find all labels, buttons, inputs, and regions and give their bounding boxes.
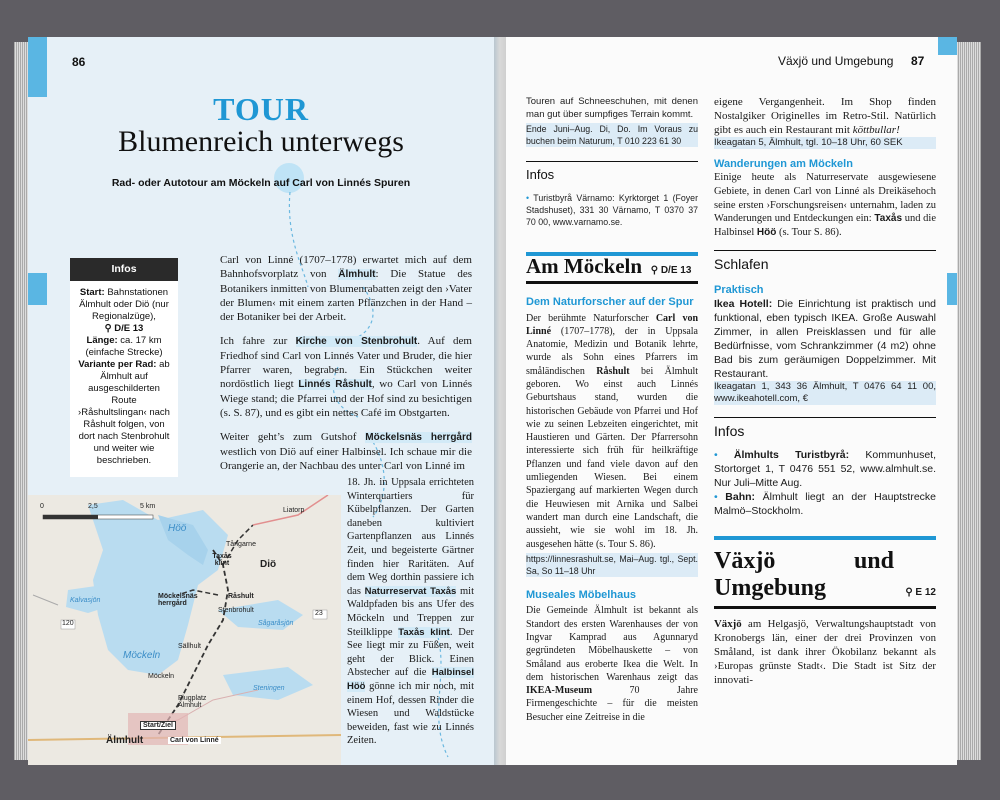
moebel-heading: Museales Möbelhaus	[526, 588, 637, 601]
map-label-startziel: Start/Ziel	[140, 721, 176, 730]
am-mockeln-header	[526, 253, 698, 278]
scale-25: 2,5	[88, 503, 98, 510]
tour-title: Blumenreich unterwegs	[118, 125, 404, 158]
map-label-rashult: Råshult	[228, 593, 254, 600]
infos-heading-1: Infos	[526, 161, 698, 182]
map-label-mockeln-village: Möckeln	[148, 673, 175, 680]
variant-text: ab Älmhult auf ausgeschilderten Route ›Råshultslingan‹ nach Råshult folgen, von dort nach Stenbrohult und weiter wie beschrieben.	[78, 359, 170, 466]
map-label-mockelsnas: Möckelsnäs herrgård	[158, 593, 198, 607]
thumb-tab-top-right	[938, 37, 957, 55]
tour-map	[28, 495, 341, 765]
length-label: Länge:	[86, 335, 118, 346]
naturforscher-heading: Dem Naturforscher auf der Spur	[526, 296, 694, 308]
snowshoe-meta: Ende Juni–Aug. Di, Do. Im Voraus zu buchen beim Naturum, T 010 223 61 30	[526, 124, 698, 146]
length-text: ca. 17 km (einfache Strecke)	[85, 335, 163, 358]
thumb-tab-top	[28, 37, 47, 97]
right-column-1	[526, 95, 698, 724]
map-label-sallhult: Sällhult	[178, 643, 201, 650]
schlafen-heading: Schlafen	[714, 250, 936, 271]
map-graphic	[28, 495, 341, 765]
vaxjo-header	[714, 548, 936, 602]
start-ref: D/E 13	[114, 323, 144, 334]
map-label-carl: Carl von Linné	[170, 737, 219, 744]
page-edges-left	[14, 42, 28, 760]
right-column-2	[714, 95, 936, 687]
moebel-text: Die Gemeinde Älmhult ist bekannt als Standort des ersten Warenhauses der von Ingvar Kamprad aus Agunnaryd gegründeten Möbelhauskette – von Småland aus eroberte Ikea die Welt. In dem historischen Warenhaus zeigt das IKEA-Museum 70 Jahre Firmengeschichte – für die meisten Besucher eine Zeitreise in die	[526, 605, 698, 723]
paragraph-3: Weiter geht’s zum Gutshof Möckelsnäs herrgård westlich von Diö auf einer Halbinsel. Ich schaue mir die Orangerie an, der Nachbau des unter Carl von Linné im	[220, 431, 472, 472]
vaxjo-title: Växjö und Umgebung	[714, 547, 894, 601]
map-label-road-120: 120	[62, 620, 74, 627]
wander-text: Einige heute als Naturreservate ausgewiesene Gebiete, in denen Carl von Linné als Dreikäsehoch seine ersten ›Forschungsreisen‹ unternahm, laden zu Wanderungen und Entdeckungen ein: Taxås und die Halbinsel Höö (s. Tour S. 86).	[714, 172, 937, 239]
scale-5: 5 km	[140, 503, 156, 510]
naturforscher-text: Der berühmte Naturforscher Carl von Linné (1707–1778), der in Uppsala Anatomie, Medizin und Botanik lehrte, wurde als Sohn eines Pfarrers im småländischen Råshult bei Älmhult geboren. Wo einst auch Linnés Geburtshaus stand, wurden die historischen Gebäude von Pfarrei und Hof wie zu seinen Lebzeiten eingerichtet, mit Haustieren und Gärten. Der Pfarrersohn interessierte sich früh für heilkräftige Pflanzen und fand viele davon auf den umliegenden Wiesen. Bei einem Spaziergang auf markierten Wegen durch die Heuwiesen mit Arnika und Salbei wandert man durch eine Landschaft, die aussieht, wie sie wohl im 18. Jh. ausgesehen hätte (s. Tour S. 86).	[526, 312, 699, 550]
map-label-kalvasjon: Kalvasjön	[70, 597, 101, 604]
map-label-dio: Diö	[260, 559, 277, 570]
tour-text-upper	[220, 253, 472, 473]
snowshoe-text: Touren auf Schneeschuhen, mit denen man gut über sumpfiges Terrain kommt.	[526, 96, 698, 120]
infos-text-1: • Turistbyrå Värnamo: Kyrktorget 1 (Foyer Stadshuset), 331 30 Värnamo, T 0370 37 70 00, www.varnamo.se.	[526, 192, 698, 227]
wander-heading: Wanderungen am Möckeln	[714, 158, 853, 170]
running-head: Växjö und Umgebung	[778, 54, 894, 68]
map-label-stenbrohult: Stenbrohult	[218, 607, 254, 614]
ikea-hotel-text: Ikea Hotell: Die Einrichtung ist praktisch und funktional, eben typisch IKEA. Große Auswahl Zimmer, in allen Preisklassen und für alle Bedürfnisse, vom Schrankzimmer (4 m2) ohne Bad bis zum geräumigen Doppelzimmer. Mit Restaurant.	[714, 297, 936, 380]
paragraph-2: Ich fahre zur Kirche von Stenbrohult. Auf dem Friedhof sind Carl von Linnés Vater und Bruder, die hier Pfarrer waren, begraben. Ein Stückchen weiter nordöstlich liegt Linnés Råshult, wo Carl von Linnés Wiege stand; die Pfarrei und der Hof sind zu besichtigen (s. S. 87), und es gibt ein nettes Café im Obstgarten.	[220, 335, 472, 419]
map-pin-icon: ⚲	[650, 264, 659, 276]
naturforscher-meta: https://linnesrashult.se, Mai–Aug. tgl., Sept. Sa, So 11–18 Uhr	[526, 553, 698, 576]
page-edges-right	[957, 42, 981, 760]
am-mockeln-ref: ⚲ D/E 13	[650, 264, 692, 276]
thumb-tab-mid-right	[947, 273, 957, 305]
infobox-heading: Infos	[70, 258, 178, 281]
map-label-taxas: Taxås klint	[212, 553, 232, 567]
left-page	[28, 37, 494, 765]
vaxjo-ref: ⚲ E 12	[905, 586, 936, 598]
map-label-almhult: Älmhult	[106, 735, 144, 746]
tour-text-lower: 18. Jh. in Uppsala errichteten Winterquartiers für Kübelpflanzen. Der Garten daneben kultiviert Gartenpflanzen aus Linnés Zeit, und begeisterte Gärtner finden hier Raritäten. Auf dem Weg dorthin passiere ich das Naturreservat Taxås mit Waldpfaden bis ans Ufer des Möckeln und Treppen zur Steilklippe Taxås klint. Der See liegt mir zu Füßen, weit geht der Blick. Einen Abstecher auf die Halbinsel Höö gönne ich mir noch, mit einem Hof, dessen Rinder die Wiesen und Waldstücke beweiden, fast wie zu Linnés Zeiten.	[347, 477, 474, 747]
scale-0: 0	[40, 503, 44, 510]
vaxjo-text: Växjö am Helgasjö, Verwaltungshauptstadt von Kronobergs län, einer der drei Provinzen von Småland, ist dank ihrer Ökobilanz bekannt als ›Europas grünste Stadt‹. Die Stadt ist Sitz der innovati-	[714, 617, 936, 686]
praktisch-heading: Praktisch	[714, 283, 764, 296]
map-label-tangarne: Tångarne	[226, 541, 256, 548]
book-gutter	[494, 37, 506, 765]
map-label-steningen: Steningen	[253, 685, 285, 692]
paragraph-1: Carl von Linné (1707–1778) erwartet mich auf dem Bahnhofsvorplatz von Älmhult: Die Statue des Botanikers inmitten von Blumenrabatten zeigt den ›Vater der Blumen‹ mit einem zarten Pflänzchen in der Hand – der Botaniker bei der Arbeit.	[220, 254, 472, 323]
ikea-museum-cont: eigene Vergangenheit. Im Shop finden Nostalgiker Originelles im Retro-Stil. Natürlich gibt es auch ein Restaurant mit köttbullar!	[714, 96, 936, 136]
tour-infobox	[70, 258, 178, 477]
variant-label: Variante per Rad:	[78, 359, 157, 370]
section-rule-vaxjo	[714, 536, 936, 540]
ikea-hotel-meta: Ikeagatan 1, 343 36 Älmhult, T 0476 64 11 00, www.ikeahotell.com, €	[714, 380, 936, 404]
start-text: Bahnstationen Älmhult oder Diö (nur Regionalzüge),	[79, 287, 169, 322]
page-number-right: 87	[911, 54, 925, 68]
map-pin-icon: ⚲	[905, 586, 913, 598]
ikea-museum-meta: Ikeagatan 5, Älmhult, tgl. 10–18 Uhr, 60 SEK	[714, 137, 936, 149]
map-label-hoo: Höö	[168, 523, 187, 534]
map-pin-icon: ⚲	[104, 323, 112, 334]
infos-heading-2: Infos	[714, 417, 936, 438]
start-label: Start:	[79, 287, 105, 298]
map-label-mockeln: Möckeln	[123, 650, 161, 661]
section-rule-black	[526, 281, 698, 284]
am-mockeln-title: Am Möckeln	[526, 253, 643, 278]
right-page	[506, 37, 957, 765]
page-number-left: 86	[72, 55, 86, 69]
thumb-tab-mid	[28, 273, 47, 305]
tour-subtitle: Rad- oder Autotour am Möckeln auf Carl von Linnés Spuren	[111, 177, 411, 189]
section-rule-black-2	[714, 606, 936, 609]
map-label-flygplatz: Flugplatz Älmhult	[178, 695, 207, 709]
map-label-liatorp: Liatorp	[283, 507, 305, 514]
info-bullet-1: • Älmhults Turistbyrå: Kommunhuset, Stortorget 1, T 0476 551 52, www.almhult.se. Nur Juli–Mitte Aug.	[714, 448, 936, 489]
map-label-road-23: 23	[315, 610, 323, 617]
tour-label: TOUR	[213, 91, 309, 127]
info-bullet-2: • Bahn: Älmhult liegt an der Hauptstrecke Malmö–Stockholm.	[714, 490, 937, 517]
map-label-sagarasjon: Sågaråsjön	[258, 620, 294, 627]
